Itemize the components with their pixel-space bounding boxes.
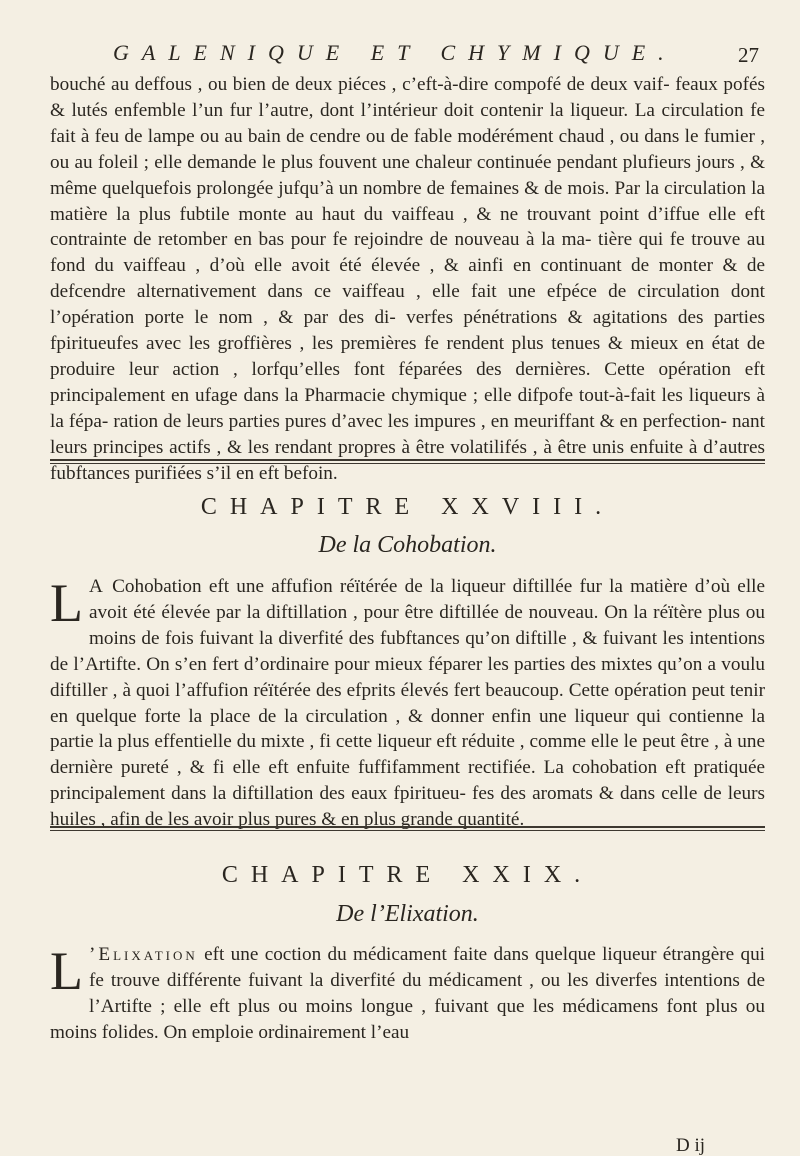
circulation-paragraph: bouché au deffous , ou bien de deux piéces , c’eft-à-dire compofé de deux vaif- feaux pofés & lutés enfemble l’un fur l’autre, dont l’intérieur doit contenir la liqueur. La circulation fe fait à feu de lampe ou au bain de cendre ou de fable modérément chaud , ou dans le fumier , ou au foleil ; elle demande le plus fouvent une chaleur continuée pendant plufieurs jours , & même quelquefois prolongée jufqu’à un nombre de femaines & de mois. Par la circulation la matière la plus fubtile monte au haut du vaiffeau , & ne trouvant point d’iffue elle eft contrainte de retomber en bas pour fe rejoindre de nouveau à la ma- tière qui fe trouve au fond du vaiffeau , d’où elle avoit été élevée , & ainfi en continuant de monter & de defcendre alternativement dans ce vaiffeau , elle fait une efpéce de circulation dont l’opération porte le nom , & par des di- verfes pénétrations & agitations des parties fpiritueufes avec les groffières , les premières fe rendent plus tenues & mieux en état de produire leur action , lorfqu’elles font féparées des dernières. Cette opération eft principalement en ufage dans la Pharmacie chymique ; elle difpofe tout-à-fait les liqueurs à la fépa- ration de leurs parties pures d’avec les impures , en meuriffant & en perfection- nant leurs principes actifs , & les rendant propres à être volatilifés , à être unis enfuite à d’autres fubftances purifiées s’il en eft befoin. xyxy=(50,74,765,484)
lead-word: A xyxy=(89,576,105,597)
section-rule xyxy=(50,459,765,464)
chapter-29-subtitle: De l’Elixation. xyxy=(336,901,479,927)
chapter-29-heading: CHAPITRE XXIX. xyxy=(221,862,594,888)
drop-cap: L xyxy=(50,573,83,633)
lead-word: ’Elixation xyxy=(89,944,198,965)
paragraph-body: Cohobation eft une affufion réïtérée de la liqueur diftillée fur la matière d’où elle avoit été élevée par la diftillation , pour être diftillée de nouveau. On la réïtère plus ou moins de fois fuivant la diverfité des fubftances qu’on diftille , & fuivant les intentions de l’Artifte. On s’en fert d’ordinaire pour mieux féparer les parties des mixtes qu’on a voulu diftiller , à quoi l’affufion réïtérée des efprits élevés fert beaucoup. Cette opération peut tenir en quelque forte la place de la circulation , & donner enfin une liqueur qui contienne la partie la plus effentielle du mixte , fi cette liqueur eft réduite , comme elle le peut être , à une dernière pureté , & fi elle eft enfuite fuffifamment rectifiée. La cohobation eft pratiquée principalement dans la diftillation des eaux fpiritueu- fes des aromats & dans celle de leurs huiles , afin de les avoir plus pures & en plus grande quantité. xyxy=(50,576,765,831)
paragraph-body: eft une coction du médicament faite dans quelque liqueur étrangère qui fe trouve différente fuivant la diverfité du médicament , ou les diverfes intentions de l’Artifte ; elle eft plus ou moins longue , fuivant que les médicamens font plus ou moins folides. On emploie ordinairement l’eau xyxy=(50,944,765,1043)
chapter-28-heading: CHAPITRE XXVIII. xyxy=(200,494,615,520)
section-rule xyxy=(50,826,765,831)
catchword-signature: D ij xyxy=(676,1135,706,1156)
running-head-title: GALENIQUE ET CHYMIQUE. xyxy=(113,40,677,65)
elixation-paragraph xyxy=(50,942,765,1046)
cohobation-paragraph xyxy=(50,574,765,833)
page-number: 27 xyxy=(738,43,759,67)
chapter-28-subtitle: De la Cohobation. xyxy=(318,532,497,558)
drop-cap: L xyxy=(50,941,83,1001)
